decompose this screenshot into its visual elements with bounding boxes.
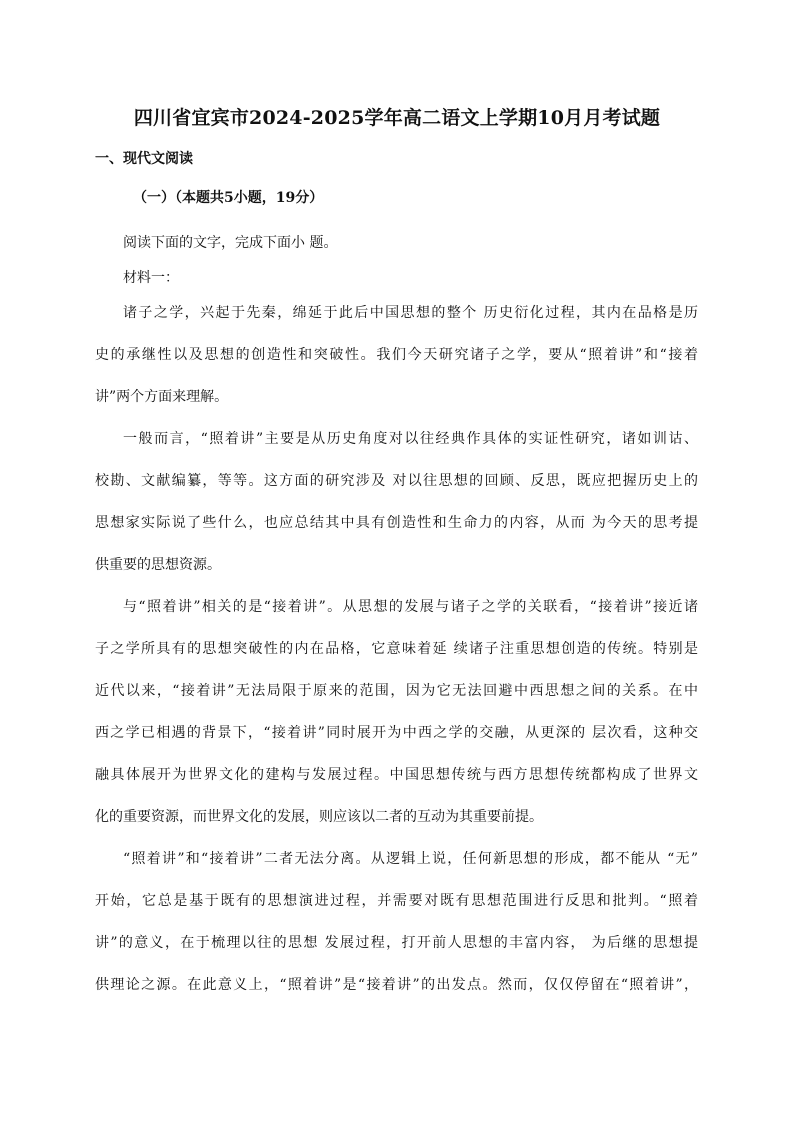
section-heading: 一、现代文阅读 — [95, 151, 193, 167]
material-label: 材料一： — [123, 270, 179, 286]
paragraph-line: 西之学已相遇的背景下，“接着讲”同时展开为中西之学的交融，从更深的 层次看，这种交 — [95, 725, 698, 741]
paragraph-line: 校勘、文献编纂，等等。这方面的研究涉及 对以往思想的回顾、反思，既应把握历史上的 — [95, 473, 698, 489]
sub-heading: （一）（本题共5小题，19分） — [133, 190, 324, 206]
paragraph-line: 开始，它总是基于既有的思想演进过程，并需要对既有思想范围进行反思和批判。“照着 — [95, 893, 698, 909]
paragraph-line: 近代以来，“接着讲”无法局限于原来的范围，因为它无法回避中西思想之间的关系。在中 — [95, 683, 698, 699]
paragraph-line: 供重要的思想资源。 — [95, 557, 221, 573]
instruction-text: 阅读下面的文字，完成下面小 题。 — [123, 235, 338, 251]
document-title: 四川省宜宾市2024-2025学年高二语文上学期10月月考试题 — [133, 107, 661, 129]
paragraph-line: 供理论之源。在此意义上，“照着讲”是“接着讲”的出发点。然而，仅仅停留在“照着讲”， — [95, 977, 698, 993]
paragraph-line: 融具体展开为世界文化的建构与发展过程。中国思想传统与西方思想传统都构成了世界文 — [95, 767, 698, 783]
paragraph-line: 诸子之学，兴起于先秦，绵延于此后中国思想的整个 历史衍化过程，其内在品格是历 — [123, 305, 698, 321]
paragraph-line: 化的重要资源，而世界文化的发展，则应该以二者的互动为其重要前提。 — [95, 809, 543, 825]
paragraph-line: 一般而言，“照着讲”主要是从历史角度对以往经典作具体的实证性研究，诸如训诂、 — [123, 431, 698, 447]
paragraph-line: 思想家实际说了些什么，也应总结其中具有创造性和生命力的内容，从而 为今天的思考提 — [95, 515, 698, 531]
paragraph-line: 子之学所具有的思想突破性的内在品格，它意味着延 续诸子注重思想创造的传统。特别是 — [95, 641, 698, 657]
paragraph-line: “照着讲”和“接着讲”二者无法分离。从逻辑上说，任何新思想的形成，都不能从 “无” — [123, 851, 698, 867]
paragraph-line: 与“照着讲”相关的是“接着讲”。从思想的发展与诸子之学的关联看，“接着讲”接近诸 — [123, 599, 698, 615]
paragraph-line: 讲”两个方面来理解。 — [95, 389, 229, 405]
paragraph-line: 史的承继性以及思想的创造性和突破性。我们今天研究诸子之学，要从“照着讲”和“接着 — [95, 347, 698, 363]
paragraph-line: 讲”的意义，在于梳理以往的思想 发展过程，打开前人思想的丰富内容， 为后继的思想提 — [95, 935, 698, 951]
